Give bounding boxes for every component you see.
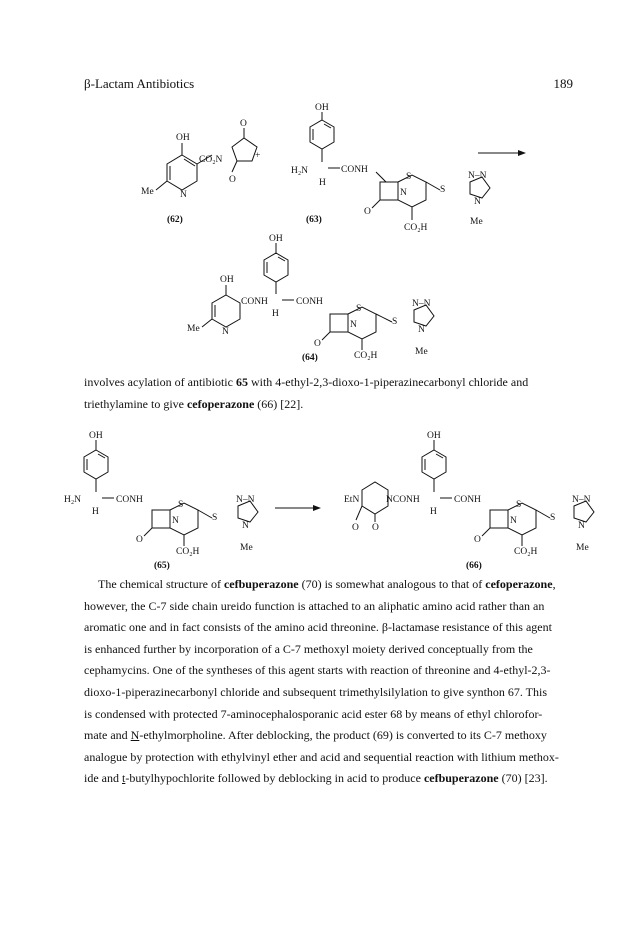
carboxyl-label: CO₂H <box>404 223 428 233</box>
ethylamine-label: EtN <box>344 495 360 505</box>
tetrazole-nitrogen-label: N <box>474 197 481 207</box>
oxo-label: O <box>229 175 236 185</box>
carbonyl-label: O <box>314 339 321 349</box>
hydrogen-label: H <box>319 178 326 188</box>
tetrazole-label: N–N <box>412 299 431 309</box>
compound-66-label: (66) <box>466 561 482 571</box>
hydroxyl-label: OH <box>427 431 441 441</box>
carboxyl-label: CO₂H <box>176 547 200 557</box>
hydrogen-label: H <box>272 309 279 319</box>
methyl-label: Me <box>187 324 200 334</box>
amide-label: CONH <box>241 297 268 307</box>
ester-label: CO₂N <box>199 155 223 165</box>
amide-label: CONH <box>296 297 323 307</box>
amide-label: CONH <box>341 165 368 175</box>
running-title: β-Lactam Antibiotics <box>84 76 195 91</box>
tetrazole-label: N–N <box>236 495 255 505</box>
hydroxyl-label: OH <box>176 133 190 143</box>
ring-nitrogen-label: N <box>180 190 187 200</box>
compound-63-label: (63) <box>306 215 322 225</box>
carbonyl-label: O <box>364 207 371 217</box>
ureido-label: NCONH <box>386 495 420 505</box>
methyl-label: Me <box>470 217 483 227</box>
carboxyl-label: CO₂H <box>354 351 378 361</box>
oxo-label: O <box>372 523 379 533</box>
hydroxyl-label: OH <box>269 234 283 244</box>
paragraph-1: involves acylation of antibiotic 65 with 4-ethyl-2,3-dioxo-1-piperazinecarbonyl chloride and triethylamine to give cefoperazone (66) [22]. <box>84 375 529 411</box>
compound-64-label: (64) <box>302 353 318 363</box>
methyl-label: Me <box>141 187 154 197</box>
methyl-label: Me <box>240 543 253 553</box>
paragraph-2: The chemical structure of cefbuperazone (70) is somewhat analogous to that of cefoperazone, however, the C-7 side chain ureido function is attached to an aliphatic amino acid rather than an aromatic one and in fact consists of the amino acid threonine. β-lactamase resistance of this agent is enhanced further by incorporation of a C-7 methoxyl moiety derived conceptually from the cephamycins. One of the syntheses of this agent starts with reaction of threonine and 4-ethyl-2,3- dioxo-1-piperazinecarbonyl chloride and subsequent trimethylsilylation to give synthon 67. This is condensed with protected 7-aminocephalosporanic acid ester 68 by means of ethyl chlorofor- mate and N-ethylmorpholine. After deblocking, the product (69) is converted to its C-7 methoxy analogue by protection with ethylvinyl ether and acid and sequential reaction with lithium methox- ide and t-butylhypochlorite followed by deblocking in acid to produce cefbuperazone (70) [23]. <box>84 577 559 786</box>
ring-nitrogen-label: N <box>350 320 357 330</box>
hydroxyl-label: OH <box>315 103 329 113</box>
hydroxyl-label: OH <box>220 275 234 285</box>
carbonyl-label: O <box>136 535 143 545</box>
thioether-label: S <box>550 513 556 523</box>
thioether-label: S <box>440 185 446 195</box>
amine-label: H₂N <box>64 495 82 505</box>
ring-nitrogen-label: N <box>222 327 229 337</box>
tetrazole-label: N–N <box>572 495 591 505</box>
compound-62-label: (62) <box>167 215 183 225</box>
tetrazole-nitrogen-label: N <box>578 521 585 531</box>
oxo-label: O <box>240 119 247 129</box>
sulfur-label: S <box>406 172 412 182</box>
ring-nitrogen-label: N <box>400 188 407 198</box>
carboxyl-label: CO₂H <box>514 547 538 557</box>
tetrazole-nitrogen-label: N <box>418 325 425 335</box>
methyl-label: Me <box>415 347 428 357</box>
ring-nitrogen-label: N <box>172 516 179 526</box>
tetrazole-label: N–N <box>468 171 487 181</box>
ring-nitrogen-label: N <box>510 516 517 526</box>
hydroxyl-label: OH <box>89 431 103 441</box>
carbonyl-label: O <box>474 535 481 545</box>
scheme-62-63 <box>0 100 633 233</box>
scheme-64 <box>0 228 633 363</box>
amide-label: CONH <box>116 495 143 505</box>
sulfur-label: S <box>356 304 362 314</box>
compound-65-label: (65) <box>154 561 170 571</box>
page-number: 189 <box>553 76 573 91</box>
sulfur-label: S <box>516 500 522 510</box>
sulfur-label: S <box>178 500 184 510</box>
oxo-label: O <box>352 523 359 533</box>
hydrogen-label: H <box>92 507 99 517</box>
methyl-label: Me <box>576 543 589 553</box>
amine-label: H₂N <box>291 166 309 176</box>
plus-sign: + <box>255 151 261 161</box>
tetrazole-nitrogen-label: N <box>242 521 249 531</box>
amide-label: CONH <box>454 495 481 505</box>
thioether-label: S <box>392 317 398 327</box>
hydrogen-label: H <box>430 507 437 517</box>
thioether-label: S <box>212 513 218 523</box>
scheme-65-66 <box>0 420 633 570</box>
